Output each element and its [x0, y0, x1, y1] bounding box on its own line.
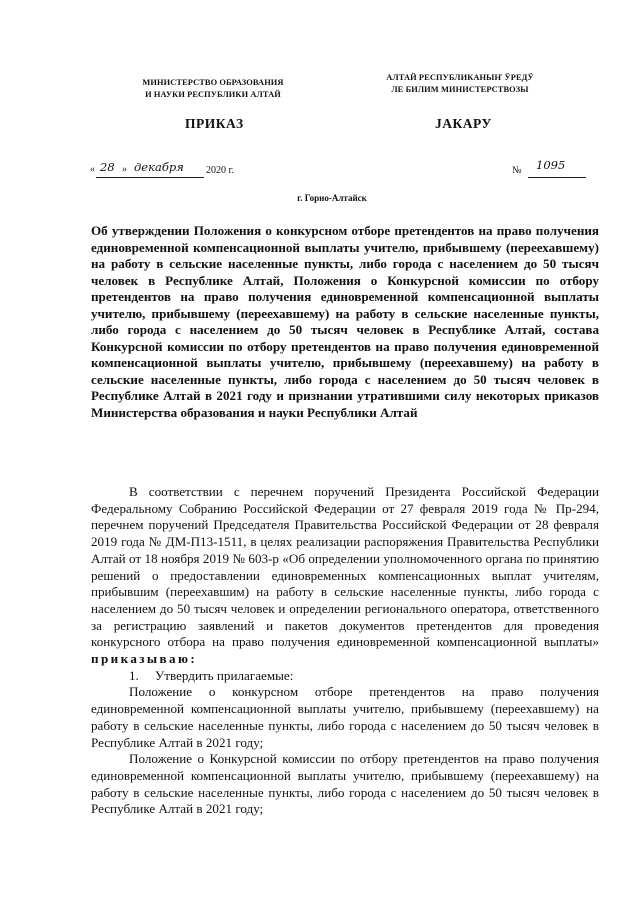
- ministry-name-russian: [118, 77, 308, 101]
- date-close-quote: »: [122, 164, 127, 175]
- preamble-text: В соответствии с перечнем поручений Президента Российской Федерации Федеральному Собранию Российской Федерации от 27 февраля 2019 года № Пр-294, перечнем поручений Председателя Правительства Российской Федерации от 28 февраля 2019 года № ДМ-П13-1511, в целях реализации распоряжения Правительства Республики Алтай от 18 ноября 2019 № 603-р «Об определении уполномоченного органа по принятию решений о предоставлении единовременных компенсационных выплат учителям, прибывшим (переехавшим) на работу в сельские населенные пункты, либо города с населением до 50 тысяч человек и определении регионального оператора, ответственного за регистрацию заявлений и пакетов документов претендентов для проведения конкурсного отбора на право получения единовременной компенсационной выплаты»: [91, 484, 599, 650]
- item-1: [91, 668, 599, 685]
- approved-document-2: Положение о Конкурсной комиссии по отбору претендентов на право получения единовременной компенсационной выплаты учителю, прибывшему (переехавшему) на работу в сельские населенные пункты, либо города с населением до 50 тысяч человек в Республике Алтай в 2021 году;: [91, 751, 599, 817]
- document-title: Об утверждении Положения о конкурсном отборе претендентов на право получения единовременной компенсационной выплаты учителю, прибывшему (переехавшему) на работу в сельские населенные пункты, либо города с населением до 50 тысяч человек в Республике Алтай, Положения о Конкурсной комиссии по отбору претендентов на право получения единовременной компенсационной выплаты учителю, прибывшему (переехавшему) на работу в сельские населенные пункты, либо города с населением до 50 тысяч человек в Республике Алтай, состава Конкурсной комиссии по отбору претендентов на право получения единовременной компенсационной выплаты учителю, прибывшему (переехавшему) на работу в сельские населенные пункты, либо города с населением до 50 тысяч человек в Республике Алтай в 2021 году и признании утратившими силу некоторых приказов Министерства образования и науки Республики Алтай: [91, 223, 599, 420]
- item-1-text: Утвердить прилагаемые:: [155, 667, 294, 683]
- handwritten-day: 28: [100, 160, 115, 174]
- handwritten-month: декабря: [134, 160, 184, 174]
- date-open-quote: «: [90, 164, 95, 175]
- date-year: 2020 г.: [206, 165, 234, 176]
- ministry-name-altai-line2: ЛЕ БИЛИМ МИНИСТЕРСТВОЗЫ: [391, 85, 529, 94]
- order-word: приказываю:: [91, 651, 198, 667]
- order-title-altai: JАКАРУ: [435, 116, 492, 131]
- city-name: г. Горно-Алтайск: [297, 193, 367, 203]
- ministry-name-altai-line1: АЛТАЙ РЕСПУБЛИКАНЫҤ ӰРЕДӰ: [386, 73, 534, 82]
- ministry-name-altai: [360, 72, 560, 96]
- number-underline: [528, 177, 586, 178]
- item-1-number: 1.: [129, 667, 139, 683]
- preamble-paragraph: [91, 484, 599, 668]
- ministry-name-russian-line1: МИНИСТЕРСТВО ОБРАЗОВАНИЯ: [142, 78, 284, 87]
- order-number: [512, 160, 602, 180]
- order-date: [90, 160, 250, 180]
- approved-document-1: Положение о конкурсном отборе претендентов на право получения единовременной компенсационной выплаты учителю, прибывшему (переехавшему) на работу в сельские населенные пункты, либо города с населением до 50 тысяч человек в Республике Алтай в 2021 году;: [91, 684, 599, 750]
- handwritten-number: 1095: [536, 158, 566, 172]
- number-label: №: [512, 165, 522, 176]
- document-body: [91, 484, 599, 818]
- date-underline: [96, 177, 204, 178]
- ministry-name-russian-line2: И НАУКИ РЕСПУБЛИКИ АЛТАЙ: [145, 90, 281, 99]
- order-title-russian: ПРИКАЗ: [185, 116, 244, 131]
